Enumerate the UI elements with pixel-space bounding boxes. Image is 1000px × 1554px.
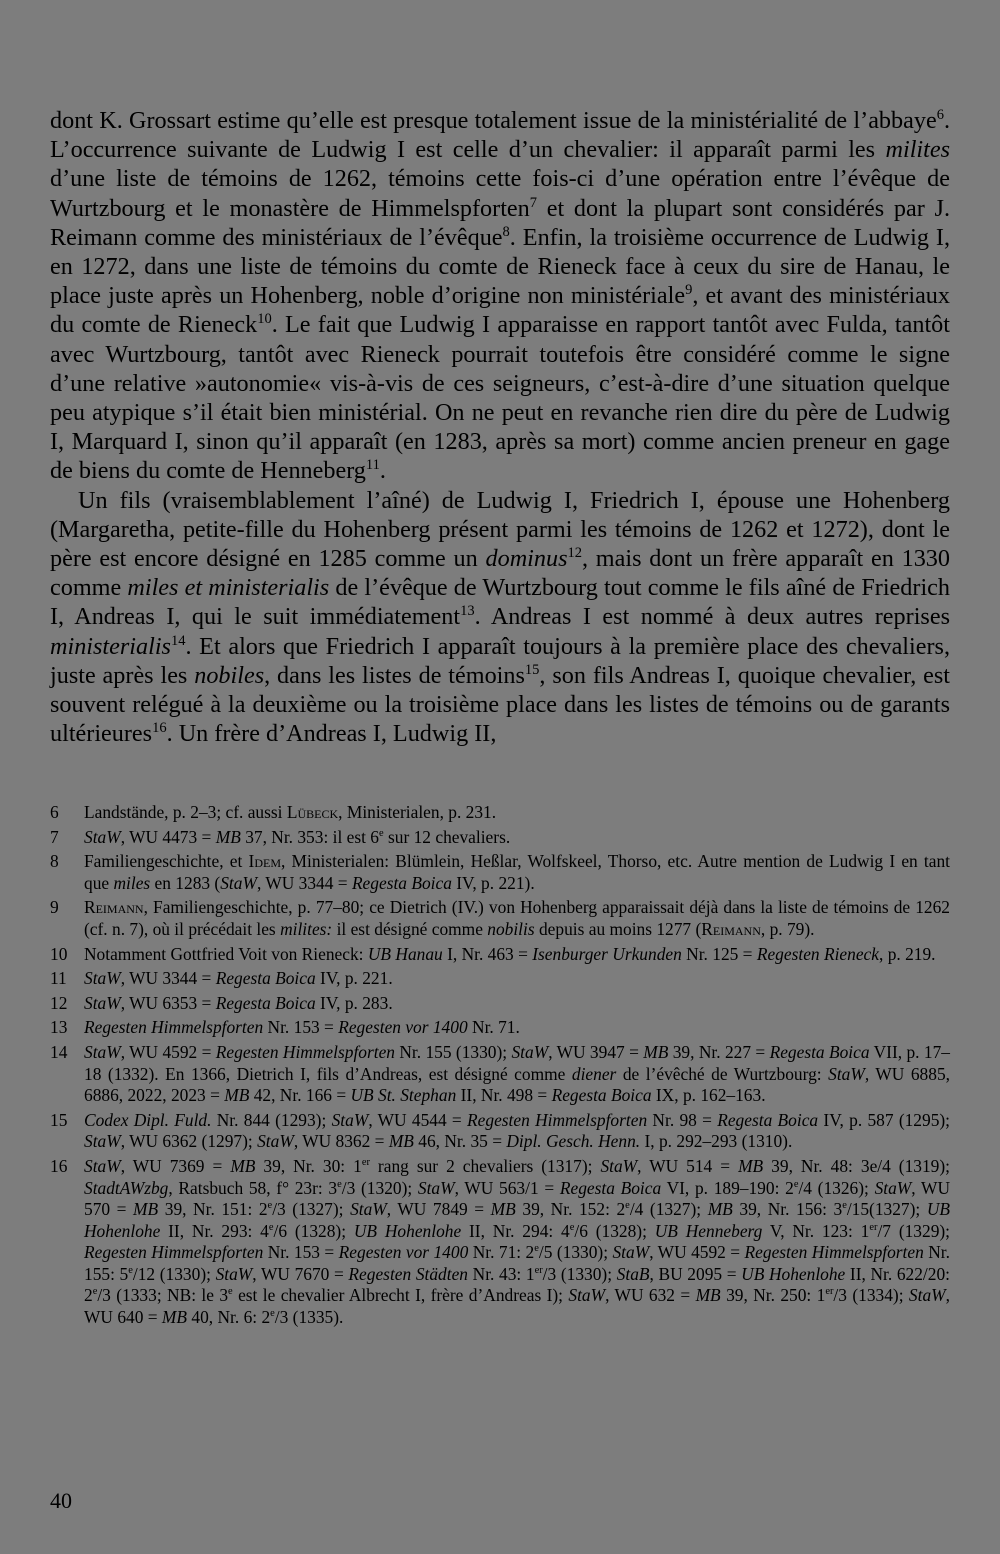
text-run: /3 (1330); — [542, 1263, 617, 1284]
italic-run: milites: — [280, 918, 333, 939]
italic-run: StaW — [257, 1131, 294, 1152]
text-run: /3 (1334); — [833, 1285, 909, 1306]
text-run: , WU 570 = — [84, 1177, 951, 1220]
italic-run: MB — [161, 1307, 188, 1328]
italic-run: Regesta Boica — [215, 968, 316, 989]
text-run: , WU 640 = — [84, 1285, 950, 1328]
footnote-ref: e — [842, 1200, 847, 1212]
text-run: I, p. 292–293 (1310). — [640, 1131, 793, 1152]
italic-run: StadtAWzbg — [84, 1177, 169, 1198]
text-run: 39, Nr. 227 = — [668, 1041, 770, 1062]
text-run: Notamment Gottfried Voit von Rieneck: — [84, 943, 368, 964]
italic-run: MB — [215, 826, 241, 847]
italic-run: nobilis — [487, 918, 535, 939]
italic-run: StaW — [828, 1063, 865, 1084]
text-run: sur 12 chevaliers. — [383, 826, 511, 847]
italic-run: dominus — [485, 545, 568, 573]
text-run: rang sur 2 chevaliers (1317); — [369, 1155, 601, 1176]
text-run: , WU 7670 = — [252, 1263, 349, 1284]
text-run: , dans les listes de témoins — [264, 661, 525, 689]
page-number: 40 — [50, 1488, 72, 1513]
italic-run: UB St. Stephan — [350, 1085, 457, 1106]
text-run: , WU 514 = — [637, 1155, 739, 1176]
text-run: Nr. 98 = — [647, 1109, 718, 1130]
footnote-number: 15 — [50, 1109, 68, 1130]
footnote — [50, 993, 950, 1015]
footnote-number: 8 — [50, 851, 59, 872]
italic-run: StaW — [84, 826, 121, 847]
text-run: , WU 632 = — [605, 1285, 696, 1306]
footnotes — [50, 802, 950, 1332]
text-run: de l’évêché de Wurtzbourg: — [616, 1063, 829, 1084]
italic-run: MB — [695, 1285, 721, 1306]
footnote-ref: 8 — [502, 223, 510, 240]
text-run: /6 (1328); — [574, 1220, 655, 1241]
italic-run: StaW — [600, 1155, 638, 1176]
italic-run: MB — [224, 1085, 250, 1106]
italic-run: MB — [230, 1155, 256, 1176]
footnote-ref: 6 — [936, 106, 944, 123]
text-run: Nr. 153 = — [263, 1242, 339, 1263]
text-run: IX, p. 162–163. — [651, 1085, 766, 1106]
footnote-number: 14 — [50, 1041, 68, 1062]
footnote-text — [84, 1042, 950, 1107]
text-run: , WU 563/1 = — [454, 1177, 560, 1198]
footnote — [50, 1156, 950, 1329]
footnote-text — [84, 944, 950, 966]
footnote-number: 16 — [50, 1155, 68, 1176]
italic-run: Regesten vor 1400 — [338, 1017, 468, 1038]
text-run: 39, Nr. 151: 2 — [158, 1199, 268, 1220]
text-run: 39, Nr. 152: 2 — [515, 1199, 626, 1220]
italic-run: StaW — [84, 992, 121, 1013]
text-run: Nr. 155 (1330); — [394, 1041, 512, 1062]
main-text — [50, 106, 950, 748]
text-run: , WU 4592 = — [120, 1041, 216, 1062]
italic-run: Regesta Boica — [551, 1085, 652, 1106]
italic-run: StaW — [874, 1177, 912, 1198]
text-run: II, Nr. 293: 4 — [160, 1220, 269, 1241]
text-run: , BU 2095 = — [649, 1263, 742, 1284]
text-run: de l’évêque de Wurtzbourg tout comme le fils aîné de Friedrich I, Andreas I, qui le suit immédiatement — [50, 574, 950, 631]
text-run: Un fils (vraisemblablement l’aîné) de Ludwig I, Friedrich I, épouse une Hohenberg (Margaretha, petite-fille du Hohenberg présent parmi les témoins de 1262 et 1272), dont le père est encore désigné en 1285 comme un — [50, 486, 950, 573]
text-run: , WU 7369 = — [120, 1155, 231, 1176]
text-run: 39, Nr. 250: 1 — [720, 1285, 826, 1306]
footnote-text — [84, 1110, 950, 1153]
italic-run: UB Hanau — [367, 943, 443, 964]
text-run: , WU 4544 = — [368, 1109, 468, 1130]
italic-run: miles et ministerialis — [127, 574, 330, 602]
text-run: il est désigné comme — [332, 918, 488, 939]
italic-run: ministerialis — [50, 632, 171, 660]
footnote-ref: 12 — [567, 544, 582, 561]
footnote-ref: 13 — [460, 603, 475, 620]
text-run: , WU 6885, 6886, 2022, 2023 = — [84, 1063, 950, 1106]
italic-run: Regesten Himmelspforten — [215, 1041, 395, 1062]
text-run: . Et alors que Friedrich I apparaît toujours à la première place des chevaliers, juste après les — [50, 632, 950, 689]
text-run: , p. 219. — [879, 943, 936, 964]
italic-run: StaW — [84, 1155, 121, 1176]
text-run: Nr. 844 (1293); — [211, 1109, 332, 1130]
italic-run: MB — [738, 1155, 764, 1176]
italic-run: StaW — [84, 968, 121, 989]
small-caps-run: Reimann — [84, 897, 144, 918]
text-run: IV, p. 221). — [451, 872, 535, 893]
italic-run: Regesten Himmelspforten — [467, 1109, 648, 1130]
footnote-text — [84, 897, 950, 940]
footnote-number: 10 — [50, 943, 68, 964]
footnote-text — [84, 968, 950, 990]
footnote-number: 13 — [50, 1017, 68, 1038]
text-run: , mais dont un frère apparaît en 1330 comme — [50, 545, 950, 602]
footnote-text — [84, 802, 950, 824]
italic-run: miles — [113, 872, 151, 893]
footnote-ref: e — [337, 1178, 342, 1190]
text-run: /3 (1320); — [341, 1177, 418, 1198]
text-run: /4 (1327); — [629, 1199, 708, 1220]
footnote — [50, 827, 950, 849]
text-run: IV, p. 587 (1295); — [818, 1109, 951, 1130]
text-run: , Familiengeschichte, p. 77–80; ce Dietrich (IV.) von Hohenberg apparaissait déjà dans la liste de témoins de 1262 (cf. n. 7), où il précédait les — [84, 897, 950, 939]
italic-run: Regesta Boica — [559, 1177, 662, 1198]
text-run: , WU 6362 (1297); — [120, 1131, 258, 1152]
footnote-ref: e — [569, 1221, 575, 1233]
footnote-ref: er — [361, 1157, 370, 1169]
italic-run: MB — [133, 1199, 159, 1220]
footnote — [50, 897, 950, 940]
footnote-ref: e — [379, 827, 384, 839]
italic-run: MB — [707, 1199, 733, 1220]
text-run: , WU 3947 = — [548, 1041, 644, 1062]
text-run: , WU 8362 = — [293, 1131, 389, 1152]
paragraph-1 — [50, 106, 950, 486]
text-run: V, Nr. 123: 1 — [762, 1220, 870, 1241]
italic-run: StaW — [331, 1109, 369, 1130]
text-run: . Un frère d’Andreas I, Ludwig II, — [166, 720, 497, 748]
footnote-ref: e — [128, 1265, 133, 1277]
footnote-number: 9 — [50, 897, 59, 918]
italic-run: milites — [885, 136, 950, 164]
footnote-ref: 7 — [529, 194, 538, 211]
footnote-ref: 16 — [152, 720, 167, 737]
text-run: Landstände, p. 2–3; cf. aussi — [84, 802, 287, 822]
text-run: IV, p. 221. — [315, 968, 393, 989]
italic-run: Regesten Rieneck — [756, 943, 879, 964]
italic-run: Regesta Boica — [769, 1041, 870, 1062]
italic-run: MB — [388, 1131, 414, 1152]
italic-run: Regesta Boica — [351, 872, 452, 893]
italic-run: StaW — [568, 1285, 606, 1306]
footnote-text — [84, 1156, 950, 1329]
text-run: d’une liste de témoins de 1262, témoins cette fois-ci d’une opération entre l’évêque de Wurtzbourg et le monastère de Himmelspforten — [50, 165, 950, 222]
text-run: est le chevalier Albrecht I, frère d’Andreas I); — [232, 1285, 569, 1306]
text-run: . Enfin, la troisième occurrence de Ludwig I, en 1272, dans une liste de témoins du comte de Rieneck face à ceux du sire de Hanau, le place juste après un Hohenberg, noble d’origine non ministériale — [50, 223, 950, 310]
text-run: , Ministerialen, p. 231. — [338, 802, 497, 822]
text-run: /15(1327); — [846, 1199, 927, 1220]
text-run: /5 (1330); — [538, 1242, 613, 1263]
text-run: /12 (1330); — [132, 1263, 216, 1284]
text-run: 39, Nr. 48: 3e/4 (1319); — [763, 1155, 951, 1176]
small-caps-run: Lübeck — [286, 802, 339, 822]
italic-run: Regesten Städten — [348, 1263, 468, 1284]
text-run: . Andreas I est nommé à deux autres reprises — [474, 603, 950, 631]
text-run: , WU 3344 = — [120, 968, 216, 989]
italic-run: StaW — [215, 1263, 253, 1284]
footnote-ref: e — [268, 1221, 274, 1233]
small-caps-run: Reimann — [701, 918, 761, 939]
text-run: 42, Nr. 166 = — [249, 1085, 351, 1106]
text-run: , et avant des ministériaux du comte de Rieneck — [50, 282, 950, 339]
text-run: , WU 4473 = — [120, 826, 216, 847]
italic-run: Isenburger Urkunden — [532, 943, 682, 964]
italic-run: StaW — [84, 1131, 121, 1152]
footnote-ref: 11 — [365, 457, 380, 474]
italic-run: UB Hohenlohe — [84, 1199, 951, 1241]
text-run: , p. 79). — [760, 918, 815, 939]
text-run: /3 (1327); — [272, 1199, 351, 1220]
footnote — [50, 1017, 950, 1039]
footnote-ref: 9 — [685, 282, 693, 299]
text-run: IV, p. 283. — [315, 992, 393, 1013]
text-run: 39, Nr. 156: 3 — [732, 1199, 843, 1220]
text-run: , son fils Andreas I, quoique chevalier, est souvent relégué à la deuxième ou la troisième place dans les listes de témoins ou de garants ultérieures — [50, 661, 950, 748]
footnote-ref: 10 — [257, 311, 272, 328]
italic-run: Regesten Himmelspforten — [84, 1242, 264, 1263]
footnote — [50, 968, 950, 990]
text-run: 46, Nr. 35 = — [413, 1131, 507, 1152]
text-run: . L’occurrence suivante de Ludwig I est celle d’un chevalier: il apparaît parmi les — [50, 107, 950, 164]
italic-run: StaW — [511, 1041, 549, 1062]
text-run: , WU 7849 = — [386, 1199, 491, 1220]
footnote-ref: e — [625, 1200, 630, 1212]
italic-run: Regesten Himmelspforten — [744, 1242, 924, 1263]
text-run: /7 (1329); — [877, 1220, 951, 1241]
footnote-ref: 15 — [524, 661, 540, 678]
text-run: , WU 6353 = — [120, 992, 216, 1013]
footnote-ref: e — [534, 1243, 539, 1255]
italic-run: nobiles — [194, 661, 265, 689]
italic-run: MB — [643, 1041, 669, 1062]
text-run: II, Nr. 622/20: 2 — [84, 1263, 950, 1306]
footnote — [50, 1110, 950, 1153]
italic-run: Regesten vor 1400 — [338, 1242, 469, 1263]
paragraph-2 — [50, 486, 950, 749]
text-run: , WU 3344 = — [256, 872, 352, 893]
small-caps-run: Idem — [248, 851, 281, 872]
italic-run: UB Hohenlohe — [353, 1220, 462, 1241]
text-run: /4 (1326); — [798, 1177, 875, 1198]
text-run: Nr. 71: 2 — [468, 1242, 535, 1263]
text-run: , Ministerialen: Blümlein, Heßlar, Wolfskeel, Thorso, etc. Autre mention de Ludwig I en tant que — [84, 851, 951, 893]
italic-run: StaW — [84, 1041, 121, 1062]
italic-run: Regesten Himmelspforten — [84, 1017, 264, 1038]
text-run: I, Nr. 463 = — [442, 943, 533, 964]
italic-run: UB Henneberg — [654, 1220, 763, 1241]
text-run: Nr. 71. — [467, 1017, 520, 1038]
text-run: 40, Nr. 6: 2 — [187, 1307, 271, 1328]
footnote-ref: e — [793, 1178, 799, 1190]
italic-run: StaW — [350, 1199, 387, 1220]
text-run: II, Nr. 294: 4 — [461, 1220, 570, 1241]
footnote-ref: 14 — [170, 632, 186, 649]
italic-run: UB Hohenlohe — [741, 1263, 846, 1284]
footnote — [50, 851, 950, 894]
italic-run: StaB — [616, 1263, 650, 1284]
text-run: Nr. 153 = — [263, 1017, 339, 1038]
text-run: /3 (1335). — [274, 1307, 344, 1328]
text-run: /3 (1333; NB: le 3 — [97, 1285, 229, 1306]
italic-run: StaW — [612, 1242, 650, 1263]
text-run: , Ratsbuch 58, f° 23r: 3 — [168, 1177, 338, 1198]
footnote-text — [84, 993, 950, 1015]
text-run: VII, p. 17–18 (1332). En 1366, Dietrich I, fils d’Andreas, est désigné comme — [84, 1041, 950, 1084]
italic-run: MB — [490, 1199, 516, 1220]
footnote — [50, 802, 950, 824]
text-run: . Le fait que Ludwig I apparaisse en rapport tantôt avec Fulda, tantôt avec Wurtzbourg, tantôt avec Rieneck pourrait toutefois être considéré comme le signe d’une relative »autonomie« vis-à-vis de ces seigneurs, c’est-à-dire d’une situation quelque peu atypique s’il était bien ministérial. On ne peut en revanche rien dire du père de Ludwig I, Marquard I, sinon qu’il apparaît (en 1283, après sa mort) comme ancien preneur en gage de biens du comte de Henneberg — [50, 311, 950, 485]
footnote — [50, 1042, 950, 1107]
text-run: 39, Nr. 30: 1 — [255, 1155, 362, 1176]
italic-run: Codex Dipl. Fuld. — [84, 1109, 212, 1130]
text-run: Nr. 43: 1 — [468, 1263, 535, 1284]
italic-run: Regesta Boica — [717, 1109, 819, 1130]
text-run: /6 (1328); — [273, 1220, 354, 1241]
footnote-number: 6 — [50, 802, 59, 822]
footnote-ref: e — [228, 1286, 233, 1298]
text-run: . — [379, 457, 386, 485]
footnote-ref: er — [869, 1221, 878, 1233]
text-run: en 1283 ( — [150, 872, 221, 893]
italic-run: StaW — [908, 1285, 946, 1306]
text-run: VI, p. 189–190: 2 — [661, 1177, 794, 1198]
text-run: II, Nr. 498 = — [456, 1085, 552, 1106]
text-run: Nr. 125 = — [681, 943, 757, 964]
footnote-number: 7 — [50, 826, 59, 847]
footnote-text — [84, 1017, 950, 1039]
footnote-text — [84, 851, 950, 894]
italic-run: diener — [571, 1063, 617, 1084]
italic-run: Regesta Boica — [215, 992, 316, 1013]
text-run: , WU 4592 = — [649, 1242, 745, 1263]
text-run: et dont la plupart sont considérés par J. Reimann comme des ministériaux de l’évêque — [50, 194, 950, 251]
footnote-ref: e — [92, 1286, 98, 1298]
footnote-ref: er — [825, 1286, 834, 1298]
footnote-number: 11 — [50, 968, 67, 989]
footnote-number: 12 — [50, 992, 68, 1013]
footnote-ref: e — [267, 1200, 273, 1212]
text-run: Nr. 155: 5 — [84, 1242, 950, 1284]
text-run: 37, Nr. 353: il est 6 — [240, 826, 380, 847]
text-run: depuis au moins 1277 ( — [534, 918, 702, 939]
italic-run: Dipl. Gesch. Henn. — [506, 1131, 641, 1152]
footnote-text — [84, 827, 950, 849]
page-body — [50, 106, 950, 748]
footnote — [50, 944, 950, 966]
italic-run: StaW — [220, 872, 257, 893]
text-run: dont K. Grossart estime qu’elle est presque totalement issue de la ministérialité de l’abbaye — [50, 107, 937, 134]
footnote-ref: e — [270, 1308, 275, 1320]
text-run: Familiengeschichte, et — [84, 851, 249, 872]
footnote-ref: er — [534, 1265, 543, 1277]
italic-run: StaW — [417, 1177, 455, 1198]
